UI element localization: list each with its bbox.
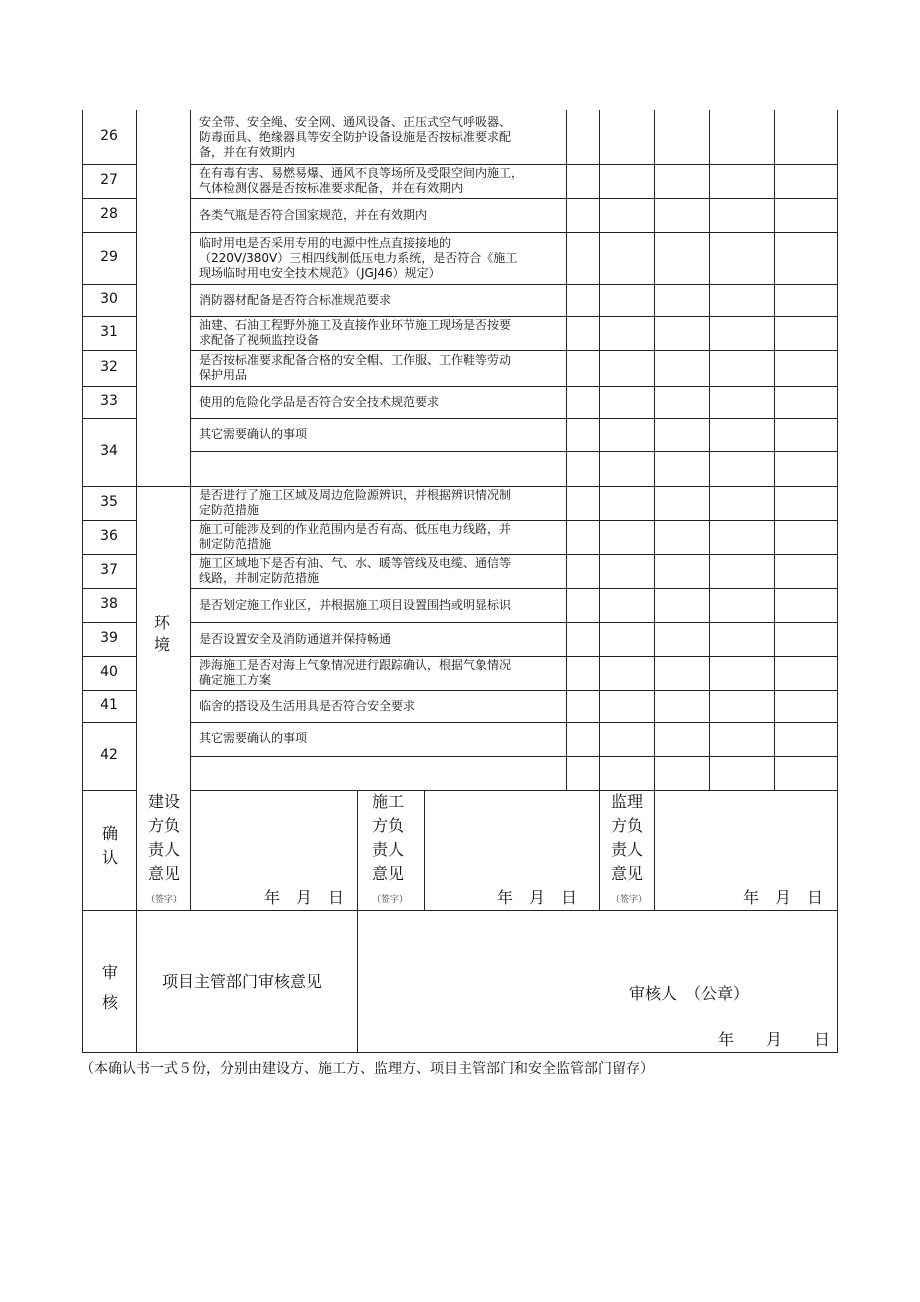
check-item-line: 安全带、安全绳、安全网、通风设备、正压式空气呼吸器、: [199, 114, 512, 129]
grid-vline: [357, 790, 358, 911]
grid-hline: [190, 232, 838, 233]
grid-hline: [190, 554, 838, 555]
check-item-line: 线路，并制定防范措施: [199, 571, 320, 585]
check-item-text: [199, 115, 511, 160]
check-item-line: 临舍的搭设及生活用具是否符合安全要求: [199, 698, 416, 713]
row-number: 42: [100, 747, 118, 763]
check-item-line: 其它需要确认的事项: [199, 731, 308, 745]
check-item-line: 在有毒有害、易燃易爆、通风不良等场所及受限空间内施工，: [199, 166, 524, 180]
grid-hline: [190, 350, 838, 351]
grid-hline: [82, 690, 137, 691]
grid-hline: [82, 722, 137, 723]
check-item-line: 是否按标准要求配备合格的安全帽、工作服、工作鞋等劳动: [199, 353, 512, 367]
grid-hline: [82, 386, 137, 387]
grid-vline: [136, 910, 137, 1053]
grid-vline: [357, 910, 358, 1053]
grid-hline: [82, 164, 137, 165]
check-item-text: [199, 236, 517, 281]
check-item-line: 消防器材配备是否符合标准规范要求: [199, 292, 392, 307]
check-item-text: [199, 699, 415, 714]
owner-date: 年 月 日: [264, 888, 345, 907]
grid-hline: [190, 164, 838, 165]
check-item-text: [199, 166, 523, 196]
grid-hline: [190, 656, 838, 657]
row-number: 39: [100, 630, 118, 646]
owner-opinion-label: [144, 790, 184, 886]
check-item-line: 是否进行了施工区域及周边危险源辨识，并根据辨识情况制: [199, 488, 512, 502]
grid-hline: [190, 386, 838, 387]
row-number: 36: [100, 528, 118, 544]
row-number: 40: [100, 664, 118, 680]
confirm-label-char: 确: [101, 824, 118, 843]
check-item-text: [199, 598, 511, 613]
check-item-line: 保护用品: [199, 368, 248, 382]
check-item-line: 涉海施工是否对海上气象情况进行跟踪确认，根据气象情况: [199, 658, 512, 672]
check-item-line: 油建、石油工程野外施工及直接作业环节施工现场是否按要: [199, 318, 512, 332]
row-number: 32: [100, 359, 118, 375]
grid-hline: [82, 284, 137, 285]
row-number: 30: [100, 291, 118, 307]
check-item-text: [199, 731, 307, 746]
confirm-label-char: 认: [101, 848, 118, 867]
supervisor-label-line: 方负: [610, 816, 643, 835]
grid-hline: [82, 350, 137, 351]
grid-hline: [82, 1052, 838, 1053]
check-item-text: [199, 318, 511, 348]
category-char: 环: [153, 613, 170, 632]
grid-hline: [190, 520, 838, 521]
grid-hline: [82, 486, 838, 487]
supervisor-label-line: 责人: [610, 840, 643, 859]
grid-hline: [82, 232, 137, 233]
category-char: 境: [153, 635, 170, 654]
grid-hline: [82, 198, 137, 199]
contractor-label-line: 方负: [371, 816, 404, 835]
contractor-label-line: 施工: [371, 792, 404, 811]
owner-sign-note: （签字）: [146, 895, 183, 905]
contractor-sign-note: （签字）: [372, 895, 409, 905]
check-item-line: 施工区域地下是否有油、气、水、暖等管线及电缆、通信等: [199, 556, 512, 570]
review-label-char: 核: [101, 993, 118, 1012]
owner-label-line: 建设: [147, 792, 180, 811]
supervisor-opinion-label: [607, 790, 647, 886]
grid-hline: [136, 486, 191, 487]
check-item-line: （220V/380V）三相四线制低压电力系统，是否符合《施工: [199, 250, 518, 265]
check-item-line: 各类气瓶是否符合国家规范，并在有效期内: [199, 207, 428, 222]
grid-vline: [136, 790, 137, 911]
grid-hline: [82, 418, 137, 419]
grid-vline: [136, 110, 137, 791]
review-dept-label: 项目主管部门审核意见: [162, 972, 323, 991]
grid-hline: [82, 588, 137, 589]
grid-hline: [190, 418, 838, 419]
check-item-text: [199, 353, 511, 383]
confirm-label: [98, 822, 122, 870]
check-item-text: [199, 522, 511, 552]
grid-vline: [190, 790, 191, 911]
grid-hline: [82, 554, 137, 555]
supervisor-label-line: 监理: [610, 792, 643, 811]
grid-vline: [654, 790, 655, 911]
contractor-label-line: 意见: [371, 864, 404, 883]
grid-hline: [190, 756, 838, 757]
grid-hline: [190, 790, 838, 791]
check-item-line: 其它需要确认的事项: [199, 427, 308, 441]
check-item-line: 求配备了视频监控设备: [199, 333, 320, 347]
row-number: 33: [100, 393, 118, 409]
check-item-line: 备，并在有效期内: [199, 144, 296, 159]
review-label: [98, 958, 122, 1018]
review-label-char: 审: [101, 963, 118, 982]
check-item-text: [199, 488, 511, 518]
grid-hline: [82, 910, 838, 911]
row-number: 26: [100, 128, 118, 144]
grid-vline: [424, 790, 425, 911]
grid-hline: [190, 622, 838, 623]
row-number: 41: [100, 697, 118, 713]
check-item-line: 定防范措施: [199, 503, 260, 517]
check-item-text: [199, 427, 307, 442]
check-item-text: [199, 632, 391, 647]
check-item-line: 气体检测仪器是否按标准要求配备，并在有效期内: [199, 181, 464, 195]
grid-hline: [190, 198, 838, 199]
reviewer-seal-label: 审核人 （公章）: [629, 984, 750, 1003]
grid-hline: [190, 588, 838, 589]
supervisor-date: 年 月 日: [743, 888, 824, 907]
grid-hline: [190, 722, 838, 723]
check-item-line: 施工可能涉及到的作业范围内是否有高、低压电力线路，并: [199, 522, 512, 536]
check-item-line: 制定防范措施: [199, 537, 272, 551]
row-number: 28: [100, 206, 118, 222]
grid-hline: [82, 790, 137, 791]
grid-hline: [190, 284, 838, 285]
row-number: 31: [100, 324, 118, 340]
check-item-text: [199, 658, 511, 688]
contractor-opinion-label: [368, 790, 408, 886]
row-number: 38: [100, 596, 118, 612]
grid-vline: [599, 790, 600, 911]
check-item-line: 是否设置安全及消防通道并保持畅通: [199, 631, 392, 646]
check-item-text: [199, 208, 427, 223]
owner-label-line: 责人: [147, 840, 180, 859]
row-number: 34: [100, 443, 118, 459]
grid-hline: [190, 316, 838, 317]
check-item-text: [199, 395, 439, 410]
grid-hline: [82, 316, 137, 317]
grid-hline: [82, 622, 137, 623]
check-item-line: 是否划定施工作业区，并根据施工项目设置围挡或明显标识: [199, 597, 512, 612]
supervisor-sign-note: （签字）: [611, 895, 648, 905]
check-item-line: 防毒面具、绝缘器具等安全防护设备设施是否按标准要求配: [199, 129, 512, 144]
row-number: 27: [100, 172, 118, 188]
category-environment: [142, 612, 182, 656]
owner-label-line: 意见: [147, 864, 180, 883]
grid-hline: [82, 520, 137, 521]
footnote: （本确认书一式５份，分别由建设方、施工方、监理方、项目主管部门和安全监管部门留存）: [80, 1061, 654, 1077]
check-item-text: [199, 293, 391, 308]
contractor-label-line: 责人: [371, 840, 404, 859]
check-item-line: 现场临时用电安全技术规范》（JGJ46）规定）: [199, 265, 441, 280]
row-number: 35: [100, 494, 118, 510]
grid-hline: [190, 451, 838, 452]
row-number: 29: [100, 249, 118, 265]
supervisor-label-line: 意见: [610, 864, 643, 883]
review-date: 年 月 日: [718, 1030, 831, 1049]
grid-hline: [190, 690, 838, 691]
check-item-text: [199, 556, 511, 586]
owner-label-line: 方负: [147, 816, 180, 835]
grid-hline: [82, 656, 137, 657]
row-number: 37: [100, 562, 118, 578]
contractor-date: 年 月 日: [497, 888, 578, 907]
check-item-line: 使用的危险化学品是否符合安全技术规范要求: [199, 394, 440, 409]
check-item-line: 临时用电是否采用专用的电源中性点直接接地的: [199, 235, 452, 250]
check-item-line: 确定施工方案: [199, 673, 272, 687]
table-right-border: [837, 110, 838, 1053]
